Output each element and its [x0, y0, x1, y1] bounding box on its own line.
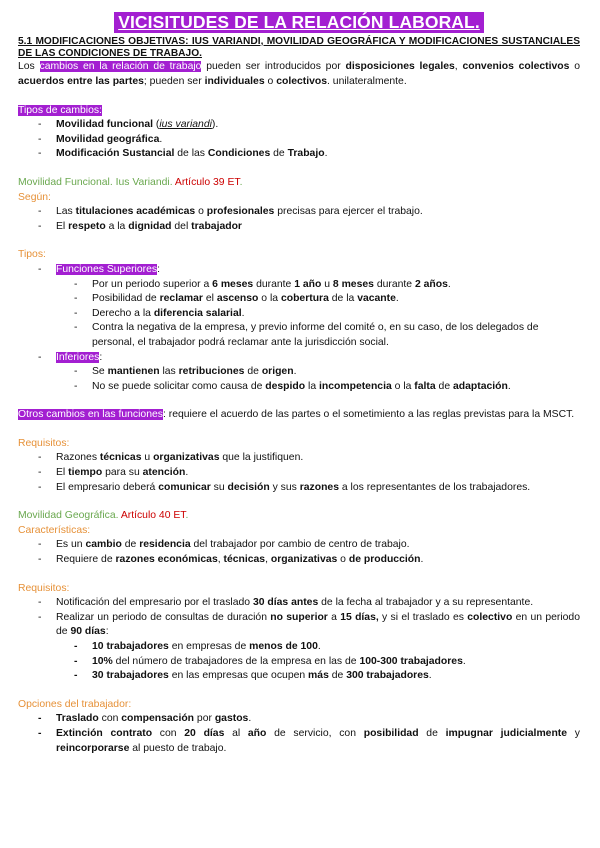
segun-label: Según:: [18, 191, 51, 203]
caracteristicas-list: [18, 538, 580, 567]
colectivo-list: [18, 640, 580, 684]
caracteristicas-label: Características:: [18, 524, 91, 536]
tipos-label: Tipos:: [18, 249, 46, 261]
opciones-list: [18, 712, 580, 756]
tipos-cambios-label: Tipos de cambios:: [18, 104, 102, 116]
tipos-cambios-list: [18, 118, 580, 162]
list-item: - Movilidad funcional (ius variandi).: [18, 118, 580, 133]
mov-funcional-heading: Movilidad Funcional. Ius Variandi. Artículo 39 ET.: [18, 176, 243, 188]
list-item: - Razones técnicas u organizativas que la justifiquen.: [18, 451, 580, 466]
list-item: - Realizar un periodo de consultas de duración no superior a 15 días, y si el traslado es colectivo en un periodo de 90 días: - 10 trabajadores en empresas de menos de 100. - 10% del número de trabajadores de la empresa en las de 100-300 trabajadores. - 30 trabajadores en las empresas que ocupen más de 300 trabajadores.: [18, 611, 580, 684]
mov-geografica-heading: Movilidad Geográfica. Artículo 40 ET.: [18, 510, 189, 522]
list-item: - Movilidad geográfica.: [18, 133, 580, 148]
list-item: - Modificación Sustancial de las Condiciones de Trabajo.: [18, 147, 580, 162]
requisitos-geo-list: [18, 596, 580, 684]
list-item: - El empresario deberá comunicar su decisión y sus razones a los representantes de los trabajadores.: [18, 481, 580, 496]
requisitos-list: [18, 451, 580, 495]
list-item: - Traslado con compensación por gastos.: [18, 712, 580, 727]
list-item: - Es un cambio de residencia del trabajador por cambio de centro de trabajo.: [18, 538, 580, 553]
list-item: - 10% del número de trabajadores de la empresa en las de 100-300 trabajadores.: [18, 655, 580, 670]
tipos-list: [18, 263, 580, 394]
list-item: - El respeto a la dignidad del trabajador: [18, 220, 580, 235]
list-item: - 10 trabajadores en empresas de menos de 100.: [18, 640, 580, 655]
list-item: - Contra la negativa de la empresa, y previo informe del comité o, en su caso, de los delegados de personal, el trabajador podrá reclamar ante la jurisdicción social.: [18, 321, 580, 350]
inferiores-list: [18, 365, 580, 394]
highlight: cambios en la relación de trabajo: [39, 61, 202, 73]
superiores-list: [18, 278, 580, 351]
list-item: - Extinción contrato con 20 días al año de servicio, con posibilidad de impugnar judicialmente y reincorporarse al puesto de trabajo.: [18, 727, 580, 756]
list-item: - Por un periodo superior a 6 meses durante 1 año u 8 meses durante 2 años.: [18, 278, 580, 293]
list-item: - No se puede solicitar como causa de despido la incompetencia o la falta de adaptación.: [18, 380, 580, 395]
list-item: - Posibilidad de reclamar el ascenso o la cobertura de la vacante.: [18, 292, 580, 307]
list-item: - Se mantienen las retribuciones de origen.: [18, 365, 580, 380]
list-item: - Requiere de razones económicas, técnicas, organizativas o de producción.: [18, 553, 580, 568]
otros-cambios-paragraph: Otros cambios en las funciones: requiere el acuerdo de las partes o el sometimiento a las reglas previstas para la MSCT.: [18, 409, 575, 421]
list-item: - El tiempo para su atención.: [18, 466, 580, 481]
segun-list: [18, 205, 580, 234]
list-item: - Las titulaciones académicas o profesionales precisas para ejercer el trabajo.: [18, 205, 580, 220]
list-item-superiores: - Funciones Superiores: - Por un periodo superior a 6 meses durante 1 año u 8 meses durante 2 años. - Posibilidad de reclamar el ascenso o la cobertura de la vacante. - Derecho a la diferencia salarial. - Contra la negativa de la empresa, y previo informe del comité o, en su caso, de los delegados de personal, el trabajador podrá reclamar ante la jurisdicción social.: [18, 263, 580, 351]
list-item-inferiores: - Inferiores: - Se mantienen las retribuciones de origen. - No se puede solicitar como causa de despido la incompetencia o la falta de adaptación.: [18, 351, 580, 395]
list-item: - Notificación del empresario por el traslado 30 días antes de la fecha al trabajador y a su representante.: [18, 596, 580, 611]
title-wrap: [18, 12, 580, 34]
intro-paragraph: Los cambios en la relación de trabajo pueden ser introducidos por disposiciones legales, convenios colectivos o acuerdos entre las partes; pueden ser individuales o colectivos. unilateralmente.: [18, 61, 580, 87]
requisitos-label: Requisitos:: [18, 437, 70, 449]
opciones-label: Opciones del trabajador:: [18, 698, 132, 710]
section-heading: 5.1 MODIFICACIONES OBJETIVAS: IUS VARIANDI, MOVILIDAD GEOGRÁFICA Y MODIFICACIONES SUSTANCIALES DE LAS CONDICIONES DE TRABAJO.: [18, 35, 580, 59]
list-item: - 30 trabajadores en las empresas que ocupen más de 300 trabajadores.: [18, 669, 580, 684]
requisitos-geo-label: Requisitos:: [18, 582, 70, 594]
document-page: [18, 12, 580, 756]
page-title: VICISITUDES DE LA RELACIÓN LABORAL.: [114, 12, 484, 33]
list-item: - Derecho a la diferencia salarial.: [18, 307, 580, 322]
